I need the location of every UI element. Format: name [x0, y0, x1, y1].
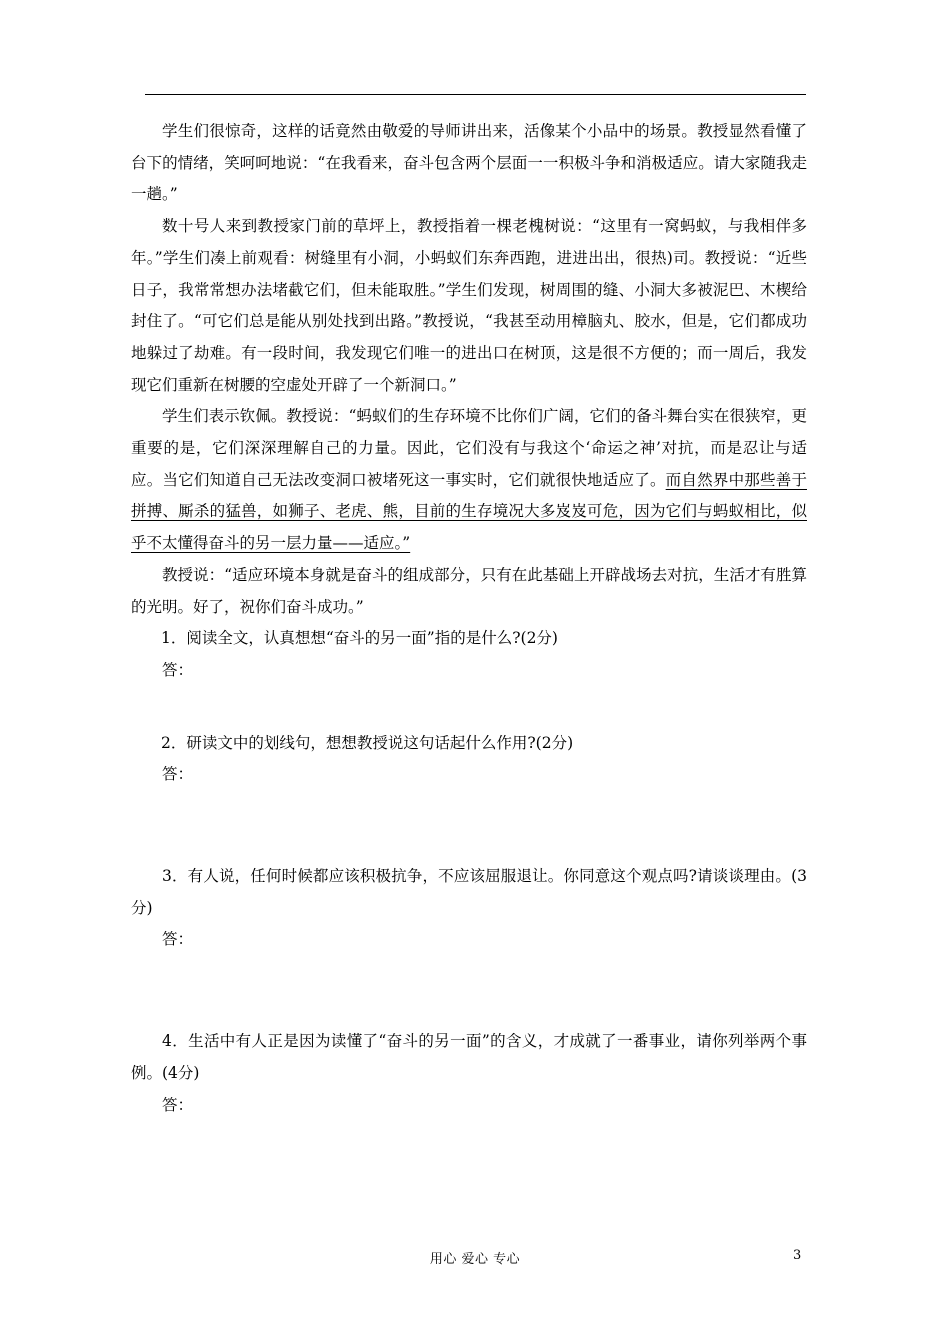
answer-label-3: 答：	[162, 930, 194, 949]
answer-label-1: 答：	[162, 660, 194, 679]
paragraph-3	[131, 401, 807, 560]
question-2: 2．研读文中的划线句，想想教授说这句话起什么作用?(2分)	[161, 733, 574, 752]
paragraph-3-text: 学生们表示钦佩。教授说：“蚂蚁们的生存环境不比你们广阔，它们的备斗舞台实在很狭窄，更重要的是，它们深深理解自己的力量。因此，它们没有与我这个‘命运之神’对抗，而是忍让与适应。当它们知道自己无法改变洞口被堵死这一事实时，它们就很快地适应了。	[131, 407, 807, 489]
page-number: 3	[793, 1248, 802, 1263]
answer-label-4: 答：	[162, 1095, 194, 1114]
document-body	[131, 116, 807, 1121]
paragraph-2: 数十号人来到教授家门前的草坪上，教授指着一棵老槐树说：“这里有一窝蚂蚁，与我相伴多年。”学生们凑上前观看：树缝里有小洞，小蚂蚁们东奔西跑，进进出出，很热)司。教授说：“近些日子，我常常想办法堵截它们，但未能取胜。”学生们发现，树周围的缝、小洞大多被泥巴、木楔给封住了。“可它们总是能从别处找到出路。”教授说，“我甚至动用樟脑丸、胶水，但是，它们都成功地躲过了劫难。有一段时间，我发现它们唯一的进出口在树顶，这是很不方便的；而一周后，我发现它们重新在树腰的空虚处开辟了一个新洞口。”	[131, 217, 807, 394]
question-1: 1．阅读全文，认真想想“奋斗的另一面”指的是什么?(2分)	[161, 629, 558, 648]
paragraph-4: 教授说：“适应环境本身就是奋斗的组成部分，只有在此基础上开辟战场去对抗，生活才有胜算的光明。好了，祝你们奋斗成功。”	[131, 565, 807, 616]
header-rule	[145, 94, 806, 95]
question-4: 4．生活中有人正是因为读懂了“奋斗的另一面”的含义，才成就了一番事业，请你列举两个事例。(4分)	[131, 1032, 807, 1082]
paragraph-1: 学生们很惊奇，这样的话竟然由敬爱的导师讲出来，活像某个小品中的场景。教授显然看懂了台下的情绪，笑呵呵地说：“在我看来，奋斗包含两个层面一一积极斗争和消极适应。请大家随我走一趟。”	[131, 122, 807, 204]
answer-label-2: 答：	[162, 765, 194, 784]
footer-motto: 用心 爱心 专心	[429, 1252, 521, 1267]
question-3: 3．有人说，任何时候都应该积极抗争，不应该屈服退让。你同意这个观点吗?请谈谈理由。(3分)	[131, 867, 807, 917]
underlined-sentence: 而自然界中那些善于拼搏、厮杀的猛兽，如狮子、老虎、熊，目前的生存境况大多岌岌可危，因为它们与蚂蚁相比，似乎不太懂得奋斗的另一层力量——适应。”	[131, 470, 807, 553]
